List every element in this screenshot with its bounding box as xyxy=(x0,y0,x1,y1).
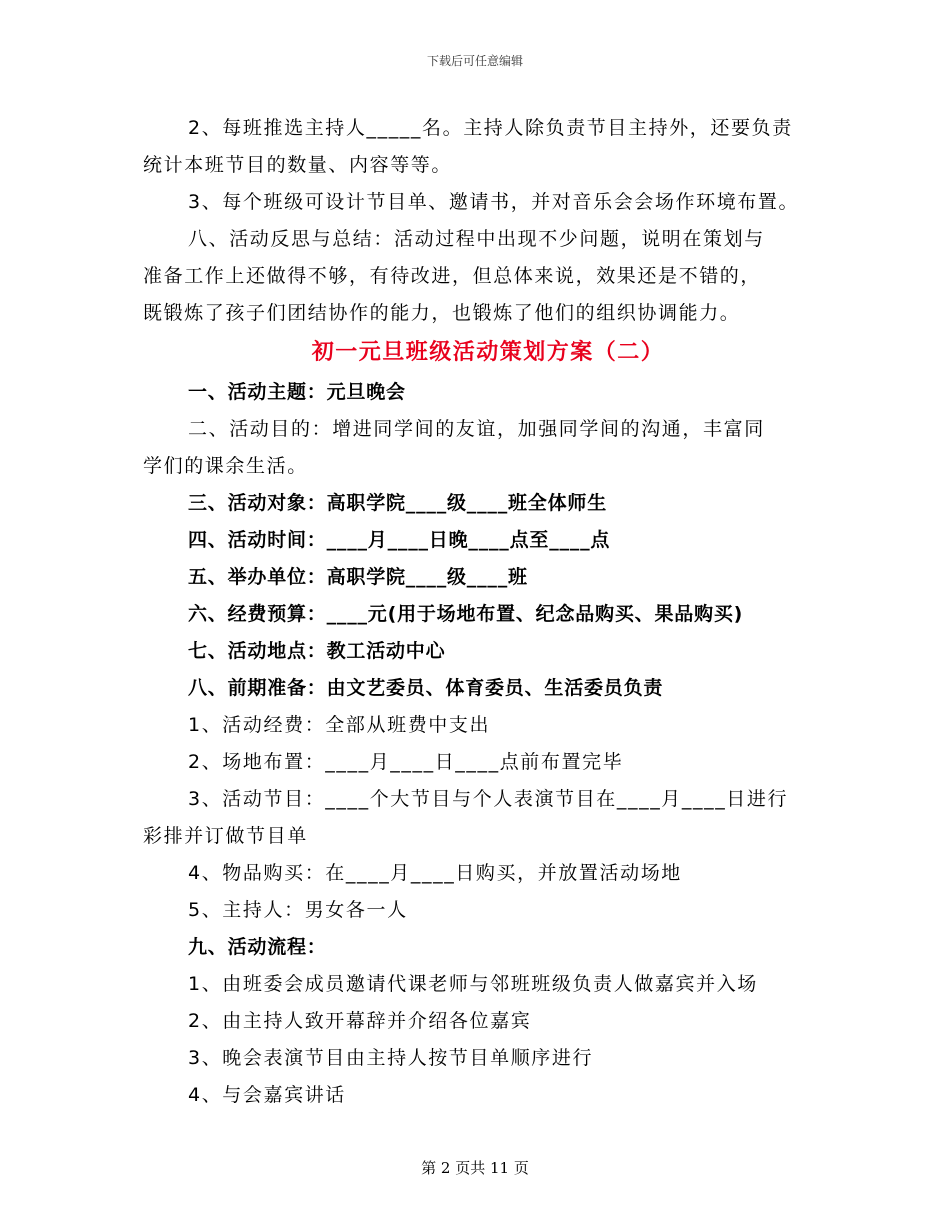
heading-line: 八、前期准备：由文艺委员、体育委员、生活委员负责 xyxy=(188,677,664,699)
text-line: 1、由班委会成员邀请代课老师与邻班班级负责人做嘉宾并入场 xyxy=(188,973,758,995)
text-line: 1、活动经费：全部从班费中支出 xyxy=(188,714,491,736)
text-line: 5、主持人：男女各一人 xyxy=(188,899,408,921)
page-footer: 第 2 页共 11 页 xyxy=(421,1159,529,1177)
text-line: 2、由主持人致开幕辞并介绍各位嘉宾 xyxy=(188,1010,532,1032)
heading-line: 九、活动流程： xyxy=(188,936,327,958)
text-line: 3、活动节目：____个大节目与个人表演节目在____月____日进行 xyxy=(188,788,789,810)
heading-line: 一、活动主题：元旦晚会 xyxy=(188,381,406,403)
text-line: 统计本班节目的数量、内容等等。 xyxy=(143,154,453,176)
text-line: 4、与会嘉宾讲话 xyxy=(188,1084,346,1106)
heading-line: 七、活动地点：教工活动中心 xyxy=(188,640,446,662)
text-line: 2、每班推选主持人_____名。主持人除负责节目主持外，还要负责 xyxy=(188,117,793,139)
text-line: 二、活动目的：增进同学间的友谊，加强同学间的沟通，丰富同 xyxy=(188,418,765,440)
page-header: 下载后可任意编辑 xyxy=(426,54,523,68)
text-line: 3、每个班级可设计节目单、邀请书，并对音乐会会场作环境布置。 xyxy=(188,191,800,213)
text-line: 八、活动反思与总结：活动过程中出现不少问题，说明在策划与 xyxy=(188,228,765,250)
text-line: 4、物品购买：在____月____日购买，并放置活动场地 xyxy=(188,862,682,884)
text-line: 2、场地布置：____月____日____点前布置完毕 xyxy=(188,751,624,773)
text-line: 既锻炼了孩子们团结协作的能力，也锻炼了他们的组织协调能力。 xyxy=(143,302,741,324)
heading-line: 六、经费预算：____元(用于场地布置、纪念品购买、果品购买) xyxy=(188,603,744,625)
heading-line: 五、举办单位：高职学院____级____班 xyxy=(188,566,528,588)
text-line: 彩排并订做节目单 xyxy=(143,825,308,847)
heading-line: 三、活动对象：高职学院____级____班全体师生 xyxy=(188,492,608,514)
text-line: 学们的课余生活。 xyxy=(143,455,308,477)
section-title: 初一元旦班级活动策划方案（二） xyxy=(311,340,665,365)
text-line: 3、晚会表演节目由主持人按节目单顺序进行 xyxy=(188,1047,594,1069)
text-line: 准备工作上还做得不够，有待改进，但总体来说，效果还是不错的， xyxy=(143,265,762,287)
heading-line: 四、活动时间：____月____日晚____点至____点 xyxy=(188,529,611,551)
